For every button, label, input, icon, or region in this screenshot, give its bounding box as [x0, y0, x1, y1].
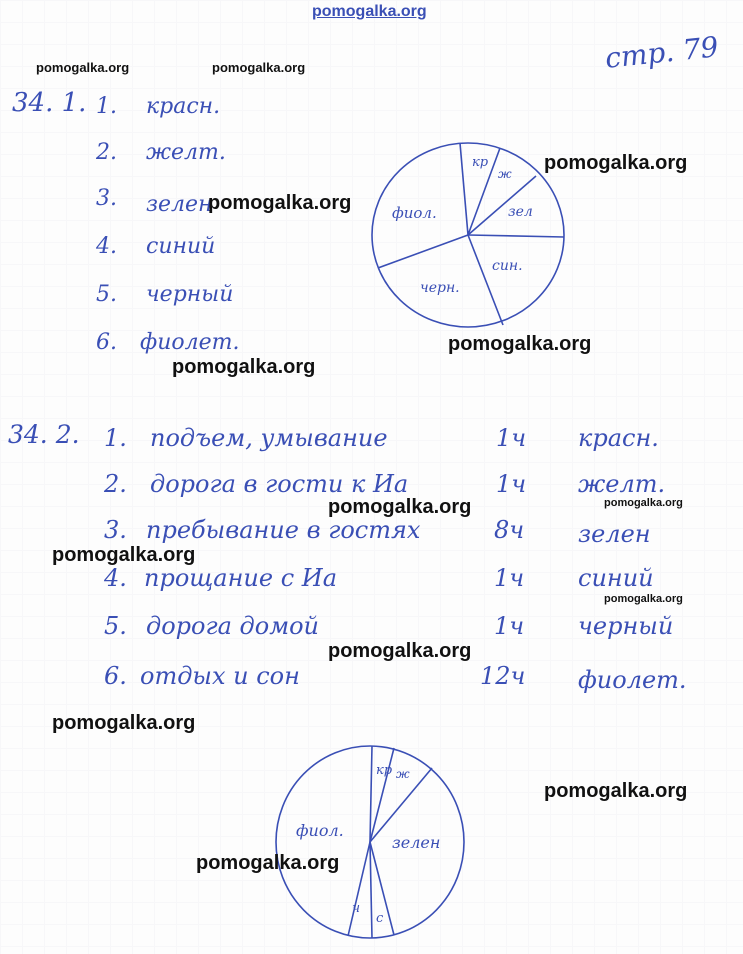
task2-pie-chart: [272, 742, 470, 944]
task2-row-number: 2.: [104, 470, 127, 498]
page-ref: стр. 79: [603, 30, 721, 75]
task2-color: зелен: [578, 520, 651, 548]
watermark: pomogalka.org: [328, 496, 472, 518]
task1-item-number: 3.: [96, 186, 117, 211]
pie-label: зелен: [392, 833, 441, 852]
pie-label: фиол.: [392, 204, 437, 222]
watermark: pomogalka.org: [196, 852, 340, 874]
pie-divider: [378, 235, 468, 268]
watermark: pomogalka.org: [52, 544, 196, 566]
task1-item-color: зелен: [146, 192, 213, 217]
task1-item-color: желт.: [146, 140, 226, 165]
task2-row-number: 6.: [104, 662, 127, 690]
watermark: pomogalka.org: [208, 192, 352, 214]
site-banner[interactable]: pomogalka.org: [312, 3, 427, 20]
pie-label: ж: [498, 167, 512, 181]
task2-row-number: 5.: [104, 612, 127, 640]
task1-item-color: красн.: [146, 94, 221, 119]
task2-number: 34. 2.: [8, 420, 80, 449]
pie-label: с: [376, 911, 384, 926]
task1-item-color: фиолет.: [140, 330, 240, 355]
task2-activity: подъем, умывание: [150, 424, 388, 452]
pie-label: черн.: [420, 280, 460, 296]
task2-hours: 1ч: [494, 612, 525, 640]
pie-divider: [460, 143, 468, 235]
task2-activity: пребывание в гостях: [146, 516, 421, 544]
task1-item-number: 2.: [96, 140, 117, 165]
task2-row-number: 4.: [104, 564, 127, 592]
pie-divider: [468, 235, 564, 237]
task2-hours: 8ч: [494, 516, 525, 544]
watermark: pomogalka.org: [604, 593, 683, 605]
watermark: pomogalka.org: [448, 333, 592, 355]
task2-row-number: 1.: [104, 424, 127, 452]
watermark: pomogalka.org: [544, 152, 688, 174]
pie-divider: [468, 235, 503, 325]
task2-color: синий: [578, 564, 654, 592]
task2-hours: 1ч: [496, 470, 527, 498]
pie-label: кр: [376, 763, 393, 778]
task1-item-number: 4.: [96, 234, 117, 259]
pie-label: фиол.: [296, 821, 344, 840]
watermark: pomogalka.org: [52, 712, 196, 734]
pie-divider: [348, 842, 370, 936]
watermark: pomogalka.org: [604, 497, 683, 509]
watermark: pomogalka.org: [328, 640, 472, 662]
pie-label: зел: [508, 204, 533, 220]
task2-color: черный: [578, 612, 674, 640]
task1-item-color: синий: [146, 234, 216, 259]
task1-item-color: черный: [146, 282, 234, 307]
task1-item-number: 6.: [96, 330, 117, 355]
task2-color: красн.: [578, 424, 659, 452]
pie-label: ж: [396, 767, 410, 781]
task2-hours: 12ч: [480, 662, 526, 690]
watermark: pomogalka.org: [36, 60, 130, 75]
task2-activity: дорога домой: [146, 612, 320, 640]
watermark: pomogalka.org: [212, 60, 306, 75]
watermark: pomogalka.org: [544, 780, 688, 802]
task2-hours: 1ч: [494, 564, 525, 592]
pie-label: ч: [352, 901, 361, 916]
task2-activity: прощание с Иа: [144, 564, 338, 592]
pie-label: кр: [472, 155, 489, 170]
task2-color: желт.: [578, 470, 666, 498]
pie-label: син.: [492, 258, 523, 274]
watermark: pomogalka.org: [172, 356, 316, 378]
task2-activity: отдых и сон: [140, 662, 300, 690]
task1-pie-chart: [368, 138, 572, 334]
task2-activity: дорога в гости к Иа: [150, 470, 409, 498]
pie-divider: [370, 746, 372, 842]
task1-item-number: 5.: [96, 282, 117, 307]
task1-item-number: 1.: [96, 94, 117, 119]
task2-row-number: 3.: [104, 516, 127, 544]
task1-number: 34. 1.: [12, 88, 87, 118]
task2-hours: 1ч: [496, 424, 527, 452]
task2-color: фиолет.: [578, 666, 687, 694]
pie-divider: [370, 842, 372, 938]
